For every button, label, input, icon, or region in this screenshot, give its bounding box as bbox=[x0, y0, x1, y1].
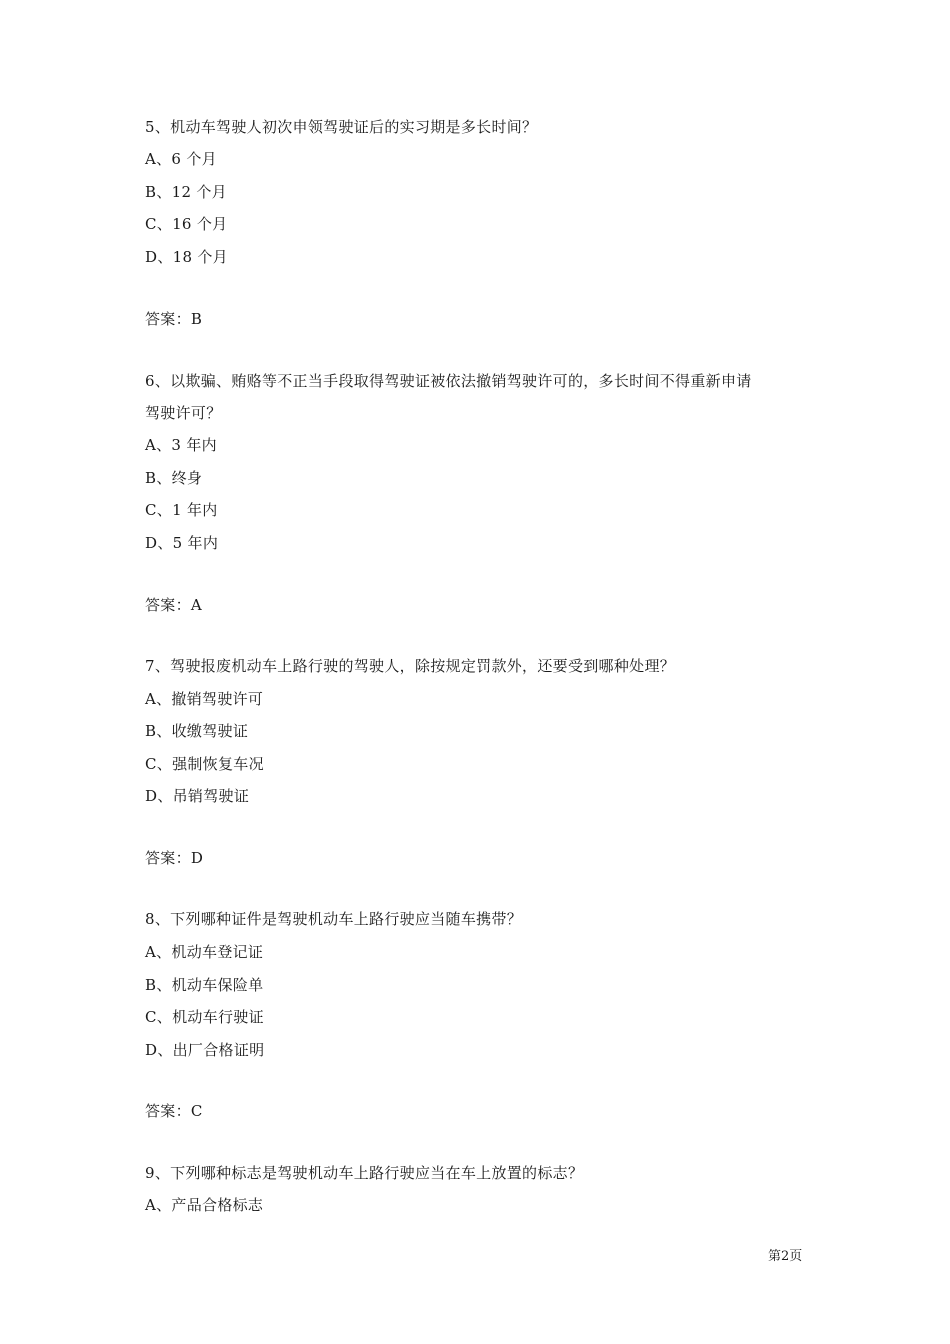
question-5-answer: 答案：B bbox=[145, 310, 203, 328]
question-9-option-a: A、产品合格标志 bbox=[145, 1196, 264, 1214]
question-5-option-d: D、18 个月 bbox=[145, 248, 228, 266]
question-6-answer: 答案：A bbox=[145, 596, 203, 614]
question-8-option-a: A、机动车登记证 bbox=[145, 943, 264, 961]
question-8-answer: 答案：C bbox=[145, 1102, 203, 1120]
question-7-stem: 7、驾驶报废机动车上路行驶的驾驶人，除按规定罚款外，还要受到哪种处理？ bbox=[145, 657, 676, 675]
question-6-stem-line1: 6、以欺骗、贿赂等不正当手段取得驾驶证被依法撤销驾驶许可的，多长时间不得重新申请 bbox=[145, 372, 752, 390]
question-6-option-c: C、1 年内 bbox=[145, 501, 218, 519]
question-7-option-a: A、撤销驾驶许可 bbox=[145, 690, 264, 708]
question-5-option-c: C、16 个月 bbox=[145, 215, 228, 233]
question-7-option-c: C、强制恢复车况 bbox=[145, 755, 264, 773]
question-6-option-b: B、终身 bbox=[145, 469, 203, 487]
question-7-answer: 答案：D bbox=[145, 849, 204, 867]
question-5-option-a: A、6 个月 bbox=[145, 150, 217, 168]
question-6-stem-line2: 驾驶许可？ bbox=[145, 404, 222, 422]
question-5-option-b: B、12 个月 bbox=[145, 183, 227, 201]
question-7-option-b: B、收缴驾驶证 bbox=[145, 722, 249, 740]
question-8-stem: 8、下列哪种证件是驾驶机动车上路行驶应当随车携带？ bbox=[145, 910, 523, 928]
question-8-option-b: B、机动车保险单 bbox=[145, 976, 264, 994]
question-8-option-d: D、出厂合格证明 bbox=[145, 1041, 265, 1059]
question-9-stem: 9、下列哪种标志是驾驶机动车上路行驶应当在车上放置的标志？ bbox=[145, 1164, 584, 1182]
question-6-option-a: A、3 年内 bbox=[145, 436, 217, 454]
question-6-option-d: D、5 年内 bbox=[145, 534, 219, 552]
question-7-option-d: D、吊销驾驶证 bbox=[145, 787, 250, 805]
question-5-stem: 5、机动车驾驶人初次申领驾驶证后的实习期是多长时间？ bbox=[145, 118, 538, 136]
question-8-option-c: C、机动车行驶证 bbox=[145, 1008, 264, 1026]
page-number: 第2页 bbox=[768, 1249, 803, 1264]
